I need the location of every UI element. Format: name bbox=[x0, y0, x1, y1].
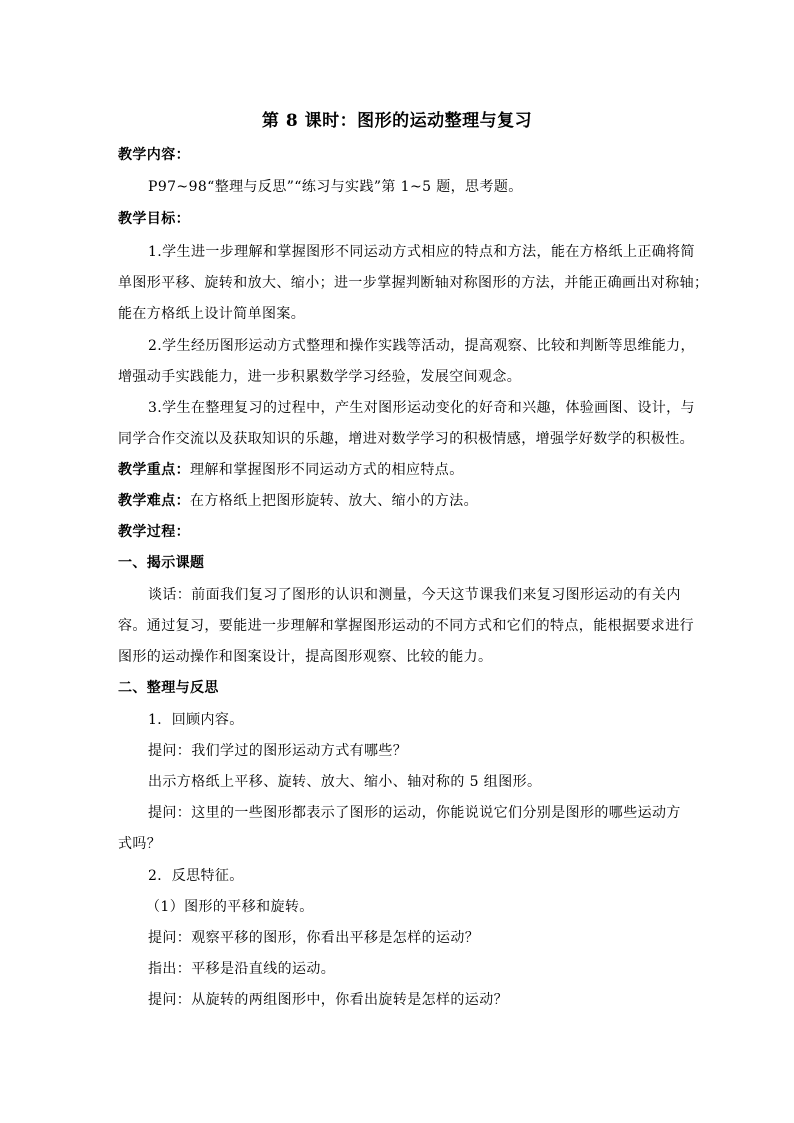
goal1-line1: 1.学生进一步理解和掌握图形不同运动方式相应的特点和方法，能在方格纸上正确将简 bbox=[148, 244, 695, 260]
question1: 提问：我们学过的图形运动方式有哪些？ bbox=[148, 743, 408, 759]
section1-line2: 容。通过复习，要能进一步理解和掌握图形运动的不同方式和它们的特点，能根据要求进行 bbox=[118, 618, 694, 634]
goal3-line2: 同学合作交流以及获取知识的乐趣，增进对数学学习的积极情感，增强学好数学的积极性。 bbox=[118, 431, 694, 447]
goals-heading: 教学目标： bbox=[118, 211, 190, 227]
section2-heading: 二、整理与反思 bbox=[118, 680, 219, 696]
question3: 提问：观察平移的图形，你看出平移是怎样的运动？ bbox=[148, 930, 480, 946]
content-text: P97~98“整理与反思”“练习与实践”第 1~5 题，思考题。 bbox=[148, 179, 523, 195]
difficulty-text: 在方格纸上把图形旋转、放大、缩小的方法。 bbox=[190, 493, 478, 509]
difficulty-label: 教学难点： bbox=[118, 493, 190, 509]
item2: 2．反思特征。 bbox=[148, 868, 244, 884]
content-heading: 教学内容： bbox=[118, 147, 190, 163]
page-title: 第 8 课时：图形的运动整理与复习 bbox=[261, 111, 533, 131]
key-point-text: 理解和掌握图形不同运动方式的相应特点。 bbox=[190, 462, 464, 478]
section1-line1: 谈话：前面我们复习了图形的认识和测量，今天这节课我们来复习图形运动的有关内 bbox=[148, 587, 681, 603]
section1-line3: 图形的运动操作和图案设计，提高图形观察、比较的能力。 bbox=[118, 649, 493, 665]
show1: 出示方格纸上平移、旋转、放大、缩小、轴对称的 5 组图形。 bbox=[148, 774, 542, 790]
point1: 指出：平移是沿直线的运动。 bbox=[148, 961, 336, 977]
question2-line2: 式吗？ bbox=[118, 836, 162, 852]
section1-heading: 一、揭示课题 bbox=[118, 555, 205, 571]
sub-item1: （1）图形的平移和旋转。 bbox=[146, 899, 314, 915]
question2-line1: 提问：这里的一些图形都表示了图形的运动，你能说说它们分别是图形的哪些运动方 bbox=[148, 805, 681, 821]
goal2-line1: 2.学生经历图形运动方式整理和操作实践等活动，提高观察、比较和判断等思维能力， bbox=[148, 338, 695, 354]
process-heading: 教学过程： bbox=[118, 524, 190, 540]
goal2-line2: 增强动手实践能力，进一步积累数学学习经验，发展空间观念。 bbox=[118, 369, 522, 385]
goal1-line2: 单图形平移、旋转和放大、缩小；进一步掌握判断轴对称图形的方法，并能正确画出对称轴； bbox=[118, 275, 709, 291]
key-point-label: 教学重点： bbox=[118, 462, 190, 478]
question4: 提问：从旋转的两组图形中，你看出旋转是怎样的运动？ bbox=[148, 992, 508, 1008]
item1: 1．回顾内容。 bbox=[148, 712, 244, 728]
goal1-line3: 能在方格纸上设计简单图案。 bbox=[118, 306, 306, 322]
goal3-line1: 3.学生在整理复习的过程中，产生对图形运动变化的好奇和兴趣，体验画图、设计，与 bbox=[148, 400, 695, 416]
key-point bbox=[118, 460, 678, 480]
difficulty-point bbox=[118, 491, 678, 511]
